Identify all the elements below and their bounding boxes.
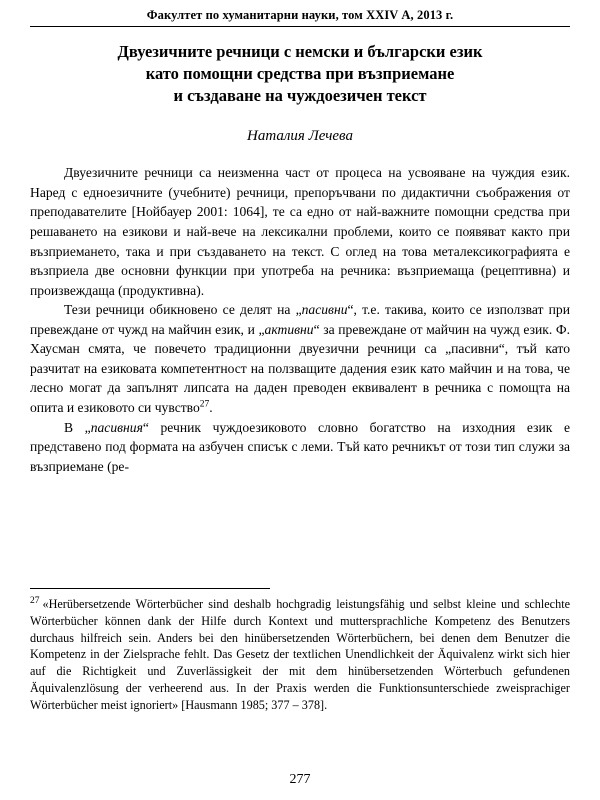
paragraph-2-part-b: “, т.е. такива, които се използват при превеждане от чужд на майчин език, и „	[30, 302, 570, 337]
title-line-1: Двуезичните речници с немски и български език	[117, 42, 483, 61]
paragraph-2-part-a: Тези речници обикновено се делят на „	[64, 302, 302, 318]
term-passive-2: пасивния	[90, 419, 143, 435]
footnote-marker: 27	[30, 595, 40, 606]
footnote-text: «Herübersetzende Wörterbücher sind deshalb hochgradig leistungsfähig und selbst kleine und schlechte Wörterbücher können dank der Hilfe durch Kontext und muttersprachliche Kompetenz des Benutzers durchaus hilfreich sein. Anders bei den hinübersetzenden Wörterbüchern, bei denen dem Benutzer die Kompetenz in der Zielsprache fehlt. Das Gesetz der textlichen Unendlichkeit der Äquivalenz wirkt sich hier auf die Richtigkeit und Zuverlässigkeit der mit dem hinübersetzenden Wörterbuch gefundenen Äquivalenzlösung der verheerend aus. In der Praxis werden die Funktionsunterschiede zweisprachiger Wörterbücher meist ignoriert» [Hausmann 1985; 377 – 378].	[30, 597, 570, 712]
term-passive: пасивни	[301, 302, 348, 318]
running-head: Факултет по хуманитарни науки, том XXIV А, 2013 г.	[30, 8, 570, 27]
footnote-separator	[30, 588, 270, 589]
paragraph-3	[30, 418, 570, 477]
author-name: Наталия Лечева	[247, 128, 353, 145]
term-active: активни	[264, 321, 314, 337]
paragraph-2-part-d: .	[209, 400, 213, 416]
title-line-3: и създаване на чуждоезичен текст	[173, 85, 427, 105]
footnote-reference-27[interactable]: 27	[199, 399, 210, 410]
paragraph-1-text: Двуезичните речници са неизменна част от процеса на усвояване на чуждия език. Наред с едноезичните (учебните) речници, препоръчвани по дидактични съображения от преподавателите [Нойбауер 2001: 1064], те са едно от най-важните помощни средства при решаването на езикови и най-вече на лексикални проблеми, които се появяват както при възприемането, така и при създаването на текст. С оглед на това металексикографията е възприела две основни функции при употреба на речника: възприемаща (рецептивна) и произвеждаща (продуктивна).	[30, 165, 570, 298]
footnote-area	[30, 588, 570, 714]
article-title	[30, 41, 570, 106]
body-text	[30, 163, 570, 476]
paragraph-3-part-b: “ речник чуждоезиковото словно богатство на изходния език е представено под формата на азбучен списък с леми. Тъй като речникът от този тип служи за възприемане (ре-	[30, 419, 571, 474]
paragraph-1	[30, 163, 570, 300]
footnote-27	[30, 596, 570, 714]
paragraph-2-part-c: “ за превеждане от майчин на чужд език. Ф. Хаусман смята, че повечето традиционни двуезични речници са „пасивни“, тъй като разчитат на езиковата компетентност на ползващите дадения език като майчин и на това, че лесно могат да запълнят липсата на даден преводен еквивалент в речника с помощта на опита и езиковото си чувство	[30, 321, 570, 416]
page-number: 277	[289, 772, 311, 787]
title-line-2: като помощни средства при възприемане	[145, 63, 455, 83]
paragraph-2	[30, 300, 570, 417]
paragraph-3-part-a: В „	[64, 419, 91, 435]
